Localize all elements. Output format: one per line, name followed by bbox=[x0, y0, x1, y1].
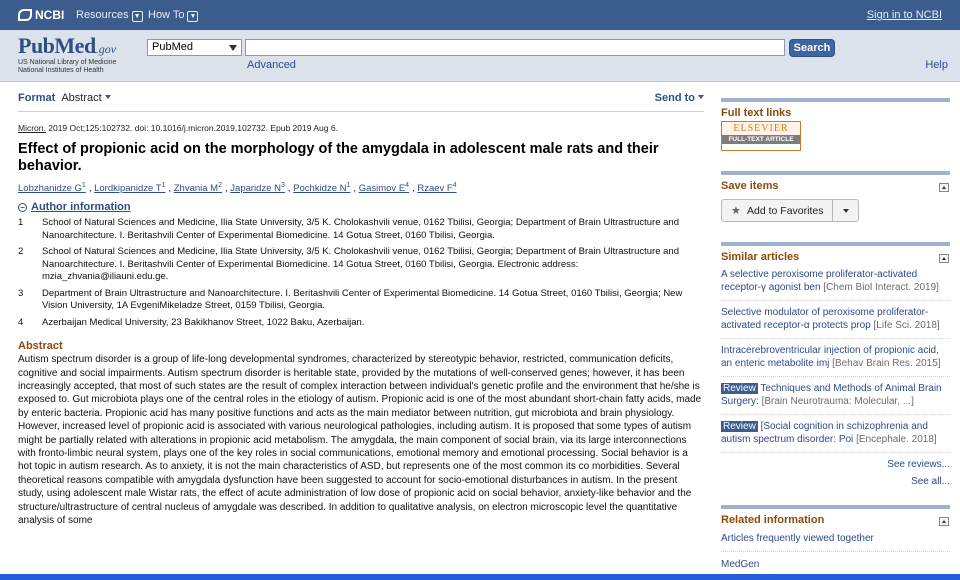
similar-article-title[interactable]: Techniques and Methods of Animal Brain Surgery: bbox=[721, 383, 942, 407]
author-link[interactable] bbox=[417, 183, 456, 194]
format-value: Abstract bbox=[61, 92, 102, 104]
nlm-label: US National Library of Medicine bbox=[18, 59, 117, 66]
review-badge: Review bbox=[723, 383, 756, 394]
star-icon: ★ bbox=[731, 205, 741, 217]
author-affiliation-number: 1 bbox=[346, 182, 351, 189]
similar-article-source: [Chem Biol Interact. 2019] bbox=[823, 281, 939, 293]
author-name: Japaridze N bbox=[230, 183, 281, 195]
resources-label: Resources bbox=[76, 9, 129, 21]
advanced-search-link[interactable]: Advanced bbox=[247, 59, 296, 71]
add-to-favorites-label: Add to Favorites bbox=[747, 205, 824, 217]
author-name: Rzaev F bbox=[417, 183, 453, 195]
affiliation-text: Department of Brain Ultrastructure and Nanoarchitecture. I. Beritashvili Center of Experimental Biomedicine. 14 Gotua Street, 0160 Tbilisi, Georgia; New Vision University, 1A EvgeniMikeladze Street, 0159 Tbilisi, Georgia. bbox=[42, 287, 683, 312]
author-affiliation-number: 4 bbox=[405, 182, 410, 189]
howto-label: How To bbox=[148, 9, 185, 21]
journal-link[interactable]: Micron. bbox=[18, 123, 46, 133]
affiliation-item bbox=[18, 317, 704, 330]
elsevier-full-text-link[interactable] bbox=[721, 121, 801, 151]
author-link[interactable] bbox=[174, 183, 222, 194]
elsevier-logo-text: ELSEVIER bbox=[722, 122, 800, 135]
chevron-down-icon bbox=[698, 95, 704, 99]
send-to-dropdown[interactable] bbox=[655, 92, 704, 104]
similar-articles-label: Similar articles bbox=[721, 251, 800, 263]
see-reviews-link[interactable]: See reviews... bbox=[887, 459, 950, 470]
author-link[interactable] bbox=[94, 183, 165, 194]
collapse-icon[interactable] bbox=[939, 517, 949, 526]
os-taskbar bbox=[0, 574, 960, 580]
ncbi-top-bar bbox=[0, 0, 960, 30]
search-header bbox=[0, 30, 960, 82]
collapse-icon[interactable] bbox=[939, 183, 949, 192]
related-information-list bbox=[721, 533, 950, 578]
affiliation-item bbox=[18, 217, 704, 242]
related-information-heading bbox=[721, 505, 950, 526]
affiliation-number: 2 bbox=[18, 246, 24, 258]
author-affiliation-number: 3 bbox=[280, 182, 285, 189]
author-link[interactable] bbox=[18, 183, 86, 194]
favorites-dropdown-toggle[interactable] bbox=[832, 200, 859, 221]
collapse-icon[interactable] bbox=[939, 254, 949, 263]
resources-menu[interactable] bbox=[76, 9, 143, 22]
author-name: Lobzhanidze G bbox=[18, 183, 82, 195]
logo-med: Med bbox=[54, 33, 96, 58]
full-text-article-label: FULL-TEXT ARTICLE bbox=[722, 135, 800, 144]
similar-article-item[interactable] bbox=[721, 383, 950, 415]
citation-details: 2019 Oct;125:102732. doi: 10.1016/j.micron.2019.102732. Epub 2019 Aug 6. bbox=[45, 123, 338, 133]
similar-articles-heading bbox=[721, 242, 950, 263]
similar-article-title[interactable]: A selective peroxisome proliferator-activated receptor-γ agonist ben bbox=[721, 269, 918, 293]
affiliation-text: School of Natural Sciences and Medicine, Ilia State University, 3/5 K. Cholokashvili venue, 0162 Tbilisi, Georgia; Department of Brain Ultrastructure and Nanoarchitecture. I. Beritashvili Center of Experimental Biomedicine. 14 Gotua Street, 0160 Tbilisi, Georgia. Electronic address: mzia_zhvania@iliauni.edu.ge. bbox=[42, 246, 679, 283]
author-info-label: Author information bbox=[31, 201, 131, 214]
sidebar bbox=[721, 98, 950, 578]
logo-pub: Pub bbox=[18, 33, 55, 58]
review-badge: Review bbox=[723, 421, 756, 432]
ncbi-logo-text: NCBI bbox=[35, 8, 65, 22]
dropdown-arrow-icon bbox=[229, 45, 237, 51]
database-select[interactable] bbox=[147, 39, 242, 56]
send-to-label: Send to bbox=[654, 92, 695, 104]
see-all-link[interactable]: See all... bbox=[911, 476, 950, 487]
citation bbox=[18, 123, 704, 133]
author-link[interactable] bbox=[359, 183, 409, 194]
similar-article-source: [Brain Neurotrauma: Molecular, ...] bbox=[761, 395, 914, 407]
chevron-down-icon: ▼ bbox=[132, 11, 143, 22]
abstract-text: Autism spectrum disorder is a group of life-long developmental syndromes, characterized by stereotypic behavior, restricted, communication deficits, cognitive and social impairments. Autism spectrum disorder is heritable state, provided by the mutations of well-conserved genes; however, it has been increasingly accepted, that most of such states are the result of complex interaction between individual's genetic profile and the environment that he/she is exposed to. Gut microbiota plays one of the central roles in the etiology of autism. Propionic acid is one of the most abundant short-chain fatty acids, made by enteric bacteria. Propionic acid has many positive functions and acts as the main mediator between nutrition, gut microbiota and brain physiology. However, increased level of propionic acid is associated with various neurological pathologies, including autism. It is proposed that some types of autism might be partially related with alterations in propionic acid metabolism. The amygdala, the main component of social brain, via its large interconnections with fronto-limbic neural system, plays one of the key roles in social communications, emotional memory and emotional processing. Social behavior is a hot topic in autism research. As to anxiety, it is not the main characteristics of ASD, but represents one of the most common its co morbidities. Several theoretical reasons compatible with amygdala dysfunction have been suggested to account for socio-emotional disturbances in autism. In the present study, using adolescent male Wistar rats, the effect of acute administration of low dose of propionic acid on social behavior, anxiety-like behavior and the structure/ultrastructure of central nucleus of amygdale was described. In addition to qualitative analysis, on electron microscopic level the quantitative analysis of some bbox=[18, 354, 702, 527]
similar-article-title[interactable]: [Social cognition in schizophrenia and autism spectrum disorder: Poi bbox=[721, 421, 928, 445]
author-name: Pochkidze N bbox=[293, 183, 347, 195]
affiliation-number: 1 bbox=[18, 217, 24, 229]
ncbi-swirl-icon bbox=[18, 9, 32, 21]
author-affiliation-number: 2 bbox=[218, 182, 222, 189]
nih-label: National Institutes of Health bbox=[18, 67, 104, 74]
collapse-minus-icon: – bbox=[18, 203, 27, 212]
ncbi-logo[interactable] bbox=[18, 8, 64, 22]
howto-menu[interactable] bbox=[148, 9, 198, 22]
affiliation-number: 3 bbox=[18, 287, 24, 299]
add-to-favorites-button[interactable] bbox=[721, 199, 859, 222]
author-affiliation-number: 4 bbox=[452, 182, 457, 189]
format-bar bbox=[18, 92, 704, 112]
chevron-down-icon bbox=[105, 95, 111, 99]
author-name: Lordkipanidze T bbox=[94, 183, 162, 195]
help-link[interactable]: Help bbox=[925, 59, 948, 71]
similar-articles-list bbox=[721, 269, 950, 453]
author-affiliation-number: 1 bbox=[81, 182, 86, 189]
affiliation-text: Azerbaijan Medical University, 23 Bakikhanov Street, 1022 Baku, Azerbaijan. bbox=[42, 316, 365, 328]
related-information-item[interactable]: MedGen bbox=[721, 559, 950, 578]
format-dropdown[interactable] bbox=[61, 92, 110, 104]
search-button[interactable]: Search bbox=[789, 39, 835, 57]
search-input[interactable] bbox=[245, 39, 785, 56]
logo-gov: .gov bbox=[95, 42, 117, 56]
main-content bbox=[18, 92, 704, 527]
format-label: Format bbox=[18, 92, 56, 104]
similar-article-item[interactable] bbox=[721, 307, 950, 339]
full-text-links-heading: Full text links bbox=[721, 98, 950, 119]
similar-article-title[interactable]: Selective modulator of peroxisome proliferator-activated receptor-α protects prop bbox=[721, 307, 929, 331]
similar-article-source: [Behav Brain Res. 2015] bbox=[832, 357, 941, 369]
similar-article-source: [Life Sci. 2018] bbox=[873, 319, 940, 331]
similar-article-source: [Encephale. 2018] bbox=[856, 433, 937, 445]
affiliation-list bbox=[18, 217, 704, 329]
author-affiliation-number: 1 bbox=[161, 182, 166, 189]
author-name: Zhvania M bbox=[173, 183, 219, 195]
affiliation-text: School of Natural Sciences and Medicine, Ilia State University, 3/5 K. Cholokashvili venue, 0162 Tbilisi, Georgia; Department of Brain Ultrastructure and Nanoarchitecture. I. Beritashvili Center of Experimental Biomedicine. 14 Gotua Street, 0160 Tbilisi, Georgia. bbox=[42, 217, 679, 241]
pubmed-logo[interactable] bbox=[18, 33, 116, 75]
similar-article-item[interactable] bbox=[721, 345, 950, 377]
similar-article-title[interactable]: Intracerebroventricular injection of propionic acid, an enteric metabolite imj bbox=[721, 345, 939, 369]
sign-in-link[interactable]: Sign in to NCBI bbox=[866, 9, 942, 21]
database-value: PubMed bbox=[152, 41, 193, 53]
author-list: Lobzhanidze $G^1$ , Lordkipanidze $T^1$ , Zhvania $M^2$ , Japaridze $N^3$ , Pochkidze $N^1$ , Gasimov $E^4$ , Rzaev $F^4$ bbox=[18, 182, 457, 195]
similar-article-item[interactable] bbox=[721, 269, 950, 301]
similar-article-item[interactable] bbox=[721, 421, 950, 453]
abstract-heading: Abstract bbox=[18, 340, 63, 353]
affiliation-item bbox=[18, 288, 704, 313]
save-items-label: Save items bbox=[721, 180, 779, 192]
related-information-item[interactable]: Articles frequently viewed together bbox=[721, 533, 950, 552]
author-info-toggle[interactable] bbox=[18, 201, 704, 213]
affiliation-item bbox=[18, 246, 704, 284]
author-link[interactable] bbox=[293, 183, 350, 194]
related-information-label: Related information bbox=[721, 514, 825, 526]
save-items-heading bbox=[721, 171, 950, 192]
chevron-down-icon: ▼ bbox=[187, 11, 198, 22]
author-link[interactable] bbox=[230, 183, 285, 194]
article-title: Effect of propionic acid on the morphology of the amygdala in adolescent male rats and their behavior. bbox=[18, 141, 659, 174]
affiliation-number: 4 bbox=[18, 316, 24, 328]
author-name: Gasimov E bbox=[358, 183, 406, 195]
